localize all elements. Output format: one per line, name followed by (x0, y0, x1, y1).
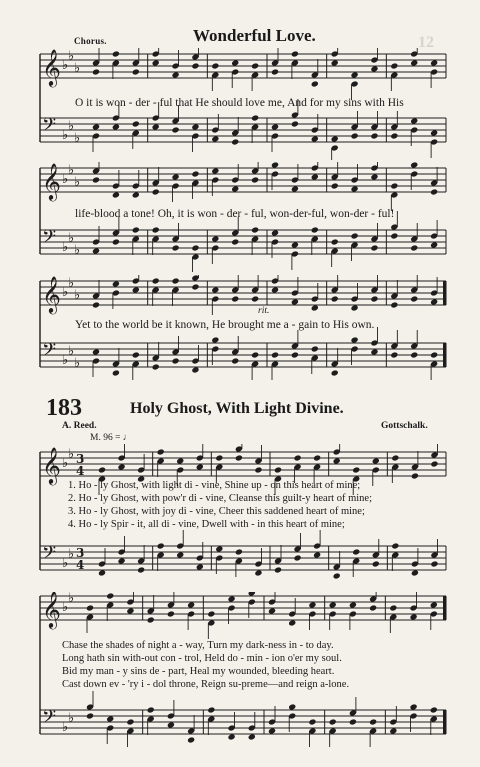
note-head (391, 454, 399, 461)
note-head (411, 569, 419, 576)
note-head (112, 50, 120, 57)
note-head (430, 706, 438, 713)
treble-clef-icon: 𝄞 (42, 275, 61, 313)
note-head (313, 551, 321, 558)
note-head (196, 463, 204, 470)
flat-sign-icon: ♭ (74, 243, 81, 258)
note-head (352, 466, 360, 473)
faded-page-number: 12 (418, 34, 434, 51)
music-system-3 (0, 275, 480, 387)
note-head (291, 185, 299, 192)
note-head (369, 604, 377, 611)
note-head (390, 232, 398, 239)
final-barline (443, 710, 446, 734)
note-head (390, 132, 398, 139)
note-head (410, 59, 418, 66)
chorus-label: Chorus. (74, 36, 107, 46)
flat-sign-icon: ♭ (62, 600, 69, 615)
note-head (370, 244, 378, 251)
flat-sign-icon: ♭ (68, 547, 75, 562)
time-signature: 3 (76, 452, 85, 466)
note-head (92, 247, 100, 254)
note-head (291, 298, 299, 305)
note-head (370, 173, 378, 180)
note-head (235, 548, 243, 555)
note-head (167, 721, 175, 728)
author-credit: A. Reed. (62, 421, 97, 431)
note-head (211, 336, 219, 343)
note-head (231, 357, 239, 364)
note-head (207, 610, 215, 617)
note-head (372, 457, 380, 464)
verse-3-line-1: 3. Ho - ly Ghost, with joy di - vine, Cheer this saddened heart of mine; (68, 506, 365, 517)
note-head (370, 348, 378, 355)
note-head (430, 460, 438, 467)
bass-clef-icon: 𝄢 (42, 227, 57, 252)
note-head (152, 188, 160, 195)
note-head (132, 120, 140, 127)
note-head (191, 170, 199, 177)
note-head (410, 351, 418, 358)
note-head (112, 191, 120, 198)
time-signature: 4 (76, 558, 85, 572)
note-head (152, 363, 160, 370)
note-head (288, 619, 296, 626)
note-head (92, 348, 100, 355)
note-head (410, 244, 418, 251)
lyric-line-1: O it is won - der - ful that He should love me, And for my sins with His (75, 97, 404, 109)
note-head (351, 185, 359, 192)
flat-sign-icon: ♭ (62, 353, 69, 368)
note-head (251, 62, 259, 69)
flat-sign-icon: ♭ (62, 456, 69, 471)
note-head (251, 295, 259, 302)
flat-sign-icon: ♭ (68, 119, 75, 134)
note-head (351, 304, 359, 311)
note-head (254, 569, 262, 576)
note-head (86, 712, 94, 719)
note-head (308, 718, 316, 725)
note-head (231, 59, 239, 66)
note-head (311, 80, 319, 87)
verse-3-line-2: Bid my man - y sins de - part, Heal my wounded, bleeding heart. (62, 666, 335, 677)
note-head (308, 601, 316, 608)
lyric-line-2: life-blood a tone! Oh, it is won - der - ful, won-der-ful, won-der - ful! (75, 208, 395, 220)
flat-sign-icon: ♭ (68, 49, 75, 64)
note-head (215, 454, 223, 461)
note-head (118, 557, 126, 564)
verse-2-line-2: Long hath sin with-out con - trol, Held do - min - ion o'er my soul. (62, 653, 342, 664)
note-head (271, 162, 279, 169)
note-head (331, 369, 339, 376)
flat-sign-icon: ♭ (62, 556, 69, 571)
note-head (98, 466, 106, 473)
note-head (390, 351, 398, 358)
note-head (106, 592, 114, 599)
verse-4-line-1: 4. Ho - ly Spir - it, all di - vine, Dwell with - in this heart of mine; (68, 519, 345, 530)
note-head (152, 123, 160, 130)
verse-1-line-2: Chase the shades of night a - way, Turn my dark-ness in - to day. (62, 640, 334, 651)
note-head (331, 295, 339, 302)
flat-sign-icon: ♭ (68, 163, 75, 178)
final-barline (443, 281, 446, 305)
verse-4-line-2: Cast down ev - 'ry i - dol throne, Reign su-preme—and reign a-lone. (62, 679, 350, 690)
time-signature: 4 (76, 464, 85, 478)
note-head (369, 718, 377, 725)
note-head (167, 610, 175, 617)
note-head (152, 59, 160, 66)
note-head (274, 466, 282, 473)
note-head (147, 706, 155, 713)
note-head (271, 229, 279, 236)
note-head (92, 301, 100, 308)
bass-clef-icon: 𝄢 (42, 115, 57, 140)
note-head (172, 244, 180, 251)
note-head (351, 232, 359, 239)
note-head (313, 454, 321, 461)
note-head (228, 733, 236, 740)
hymn-title-holy-ghost: Holy Ghost, With Light Divine. (130, 400, 344, 417)
note-head (112, 238, 120, 245)
flat-sign-icon: ♭ (74, 356, 81, 371)
note-head (294, 554, 302, 561)
note-head (211, 167, 219, 174)
note-head (248, 733, 256, 740)
note-head (251, 176, 259, 183)
tempo-marking: M. 96 = ♩ (90, 433, 133, 443)
note-head (271, 68, 279, 75)
note-head (132, 286, 140, 293)
note-head (352, 548, 360, 555)
final-barline (443, 343, 446, 367)
flat-sign-icon: ♭ (62, 240, 69, 255)
treble-clef-icon: 𝄞 (42, 48, 61, 86)
note-head (333, 572, 341, 579)
note-head (274, 566, 282, 573)
note-head (187, 736, 195, 743)
note-head (112, 123, 120, 130)
bass-clef-icon: 𝄢 (42, 543, 57, 568)
note-head (211, 62, 219, 69)
flat-sign-icon: ♭ (62, 720, 69, 735)
note-head (157, 448, 165, 455)
note-head (231, 295, 239, 302)
note-head (390, 182, 398, 189)
note-head (410, 613, 418, 620)
note-head (410, 117, 418, 124)
note-head (291, 241, 299, 248)
flat-sign-icon: ♭ (74, 131, 81, 146)
staff-notation (0, 275, 480, 387)
bass-clef-icon: 𝄢 (42, 707, 57, 732)
note-head (92, 176, 100, 183)
verse-1-line-1: 1. Ho - ly Ghost, with light di - vine, Shine up - on this heart of mine; (68, 480, 361, 491)
note-head (172, 357, 180, 364)
final-barline (443, 596, 446, 620)
flat-sign-icon: ♭ (74, 288, 81, 303)
lyric-line-3: Yet to the world be it known, He brought me a - gain to His own. (75, 319, 375, 331)
note-head (410, 703, 418, 710)
note-head (207, 706, 215, 713)
flat-sign-icon: ♭ (68, 447, 75, 462)
note-head (410, 162, 418, 169)
note-head (389, 727, 397, 734)
note-head (311, 345, 319, 352)
flat-sign-icon: ♭ (68, 276, 75, 291)
note-head (291, 50, 299, 57)
note-head (196, 563, 204, 570)
flat-sign-icon: ♭ (68, 711, 75, 726)
note-head (132, 68, 140, 75)
note-head (152, 277, 160, 284)
note-head (176, 457, 184, 464)
note-head (172, 277, 180, 284)
note-head (254, 466, 262, 473)
note-head (112, 369, 120, 376)
flat-sign-icon: ♭ (62, 285, 69, 300)
note-head (251, 351, 259, 358)
note-head (430, 298, 438, 305)
note-head (331, 135, 339, 142)
note-head (132, 351, 140, 358)
note-head (333, 457, 341, 464)
flat-sign-icon: ♭ (62, 128, 69, 143)
note-head (152, 226, 160, 233)
note-head (390, 301, 398, 308)
note-head (106, 715, 114, 722)
note-head (391, 542, 399, 549)
note-head (118, 463, 126, 470)
note-head (430, 351, 438, 358)
note-head (126, 607, 134, 614)
note-head (112, 280, 120, 287)
note-head (430, 241, 438, 248)
note-head (331, 238, 339, 245)
note-head (294, 454, 302, 461)
hymn-number: 183 (46, 395, 82, 421)
note-head (430, 601, 438, 608)
time-signature: 3 (76, 546, 85, 560)
flat-sign-icon: ♭ (68, 592, 75, 606)
treble-clef-icon: 𝄞 (42, 446, 61, 484)
note-head (271, 286, 279, 293)
note-head (271, 351, 279, 358)
note-head (349, 601, 357, 608)
flat-sign-icon: ♭ (68, 344, 75, 359)
flat-sign-icon: ♭ (68, 231, 75, 246)
note-head (147, 616, 155, 623)
hymn-title-wonderful-love: Wonderful Love. (193, 26, 316, 45)
note-head (411, 472, 419, 479)
note-head (390, 62, 398, 69)
flat-sign-icon: ♭ (74, 175, 81, 190)
note-head (351, 132, 359, 139)
note-head (291, 120, 299, 127)
note-head (311, 173, 319, 180)
note-head (372, 560, 380, 567)
note-head (329, 601, 337, 608)
note-head (191, 123, 199, 130)
note-head (430, 59, 438, 66)
note-head (291, 351, 299, 358)
note-head (311, 304, 319, 311)
note-head (370, 132, 378, 139)
note-head (351, 71, 359, 78)
note-head (137, 566, 145, 573)
note-head (331, 59, 339, 66)
note-head (172, 126, 180, 133)
flat-sign-icon: ♭ (74, 61, 81, 76)
flat-sign-icon: ♭ (62, 58, 69, 73)
note-head (176, 551, 184, 558)
note-head (410, 295, 418, 302)
treble-clef-icon: 𝄞 (42, 592, 61, 628)
note-head (86, 604, 94, 611)
note-head (211, 286, 219, 293)
note-head (92, 123, 100, 130)
note-head (187, 601, 195, 608)
note-head (191, 366, 199, 373)
note-head (231, 138, 239, 145)
treble-clef-icon: 𝄞 (42, 162, 61, 200)
note-head (329, 718, 337, 725)
note-head (92, 68, 100, 75)
note-head (271, 123, 279, 130)
note-head (231, 238, 239, 245)
note-head (172, 71, 180, 78)
note-head (191, 244, 199, 251)
note-head (235, 454, 243, 461)
note-head (268, 607, 276, 614)
note-head (132, 226, 140, 233)
note-head (157, 542, 165, 549)
note-head (251, 114, 259, 121)
flat-sign-icon: ♭ (62, 172, 69, 187)
note-head (215, 545, 223, 552)
note-head (98, 569, 106, 576)
note-head (172, 173, 180, 180)
note-head (370, 295, 378, 302)
composer-credit: Gottschalk. (381, 421, 428, 431)
note-head (311, 226, 319, 233)
note-head (231, 185, 239, 192)
note-head (126, 718, 134, 725)
note-head (211, 235, 219, 242)
note-head (430, 129, 438, 136)
note-head (191, 283, 199, 290)
note-head (251, 226, 259, 233)
note-head (349, 718, 357, 725)
note-head (370, 65, 378, 72)
note-head (132, 191, 140, 198)
note-head (211, 135, 219, 142)
note-head (288, 703, 296, 710)
note-head (430, 560, 438, 567)
note-head (228, 595, 236, 602)
note-head (430, 188, 438, 195)
note-head (331, 182, 339, 189)
note-head (311, 135, 319, 142)
note-head (191, 62, 199, 69)
note-head (268, 727, 276, 734)
note-head (389, 604, 397, 611)
note-head (351, 336, 359, 343)
verse-2-line-1: 2. Ho - ly Ghost, with pow'r di - vine, Cleanse this guilt-y heart of mine; (68, 493, 373, 504)
bass-clef-icon: 𝄢 (42, 340, 57, 365)
ritardando-marking: rit. (258, 306, 270, 316)
